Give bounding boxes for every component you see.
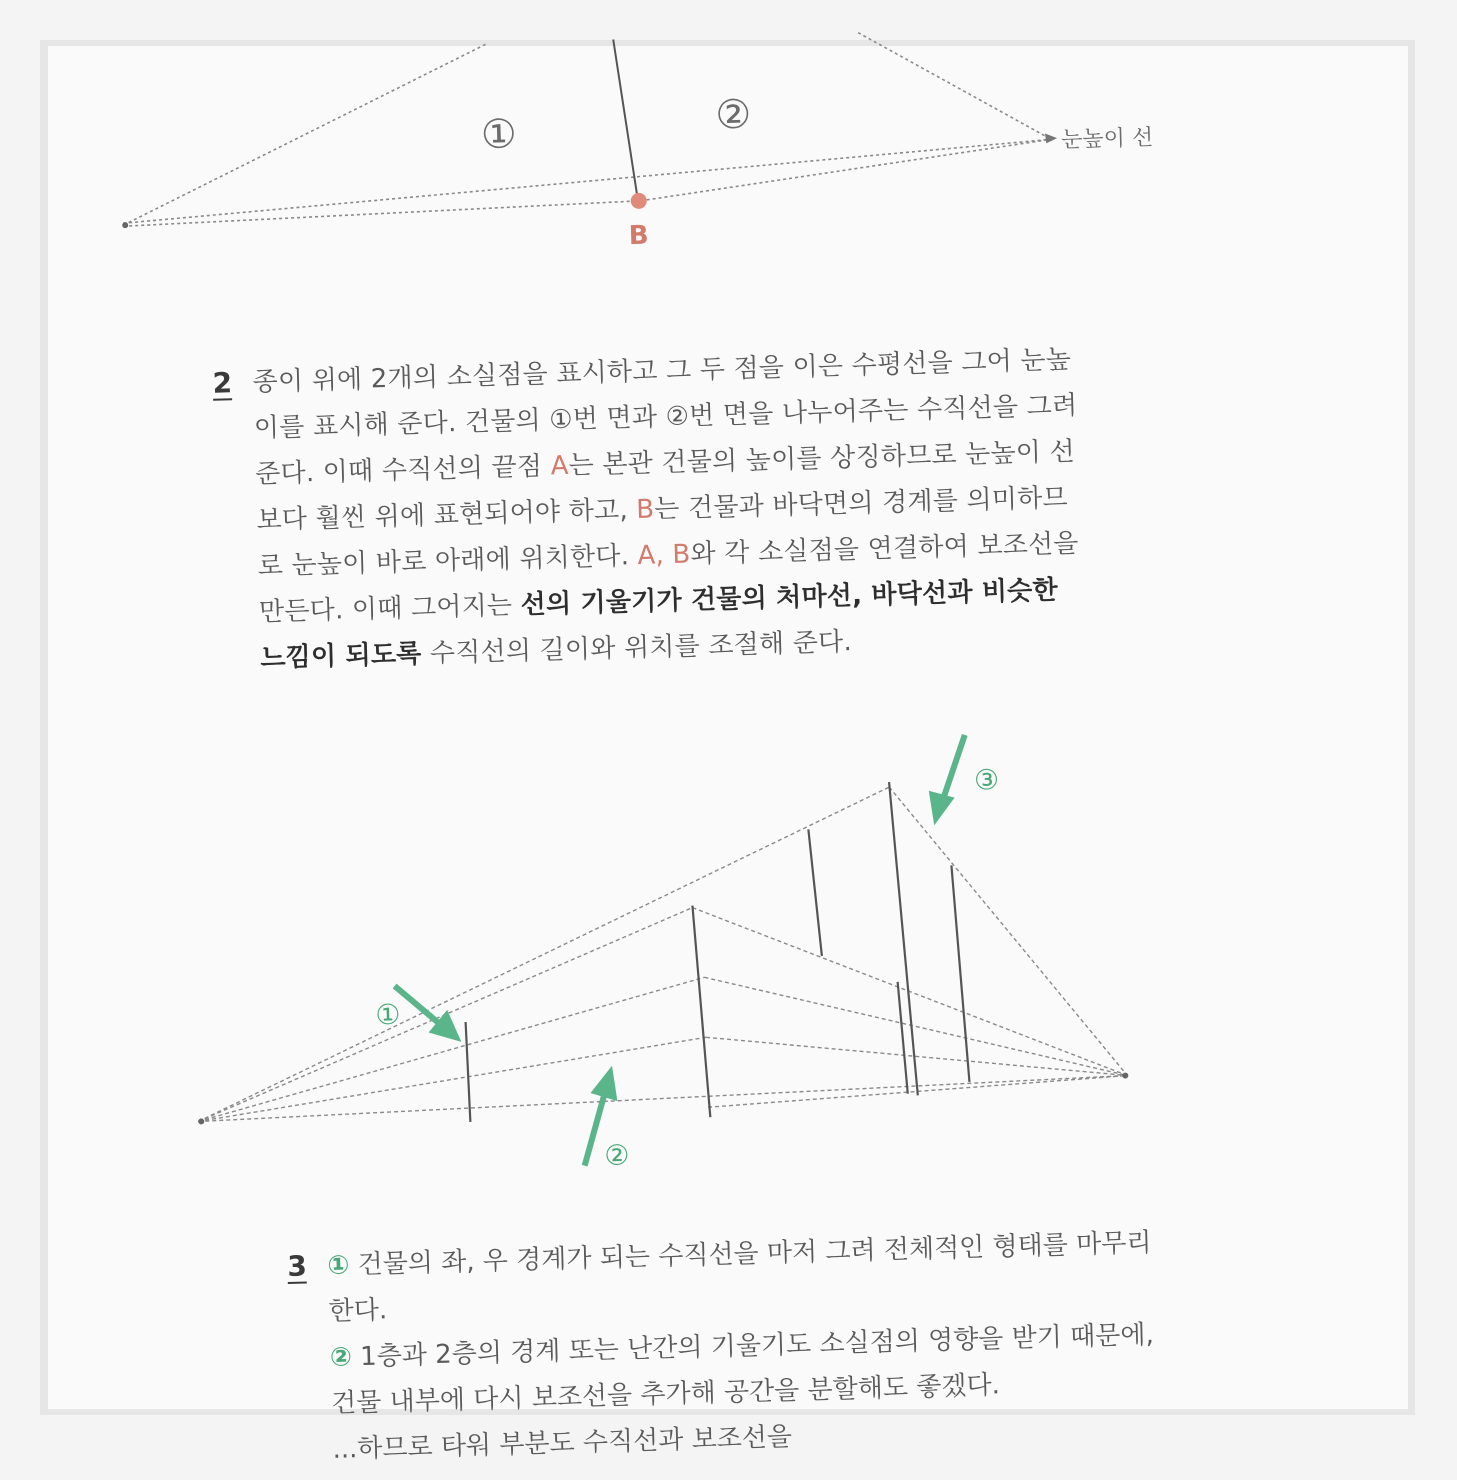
page-content: [29, 28, 1427, 1465]
left-base-guide: [123, 201, 641, 226]
marker-1: ①: [374, 997, 401, 1032]
left-edge-vertical: [466, 1022, 471, 1122]
right-roof-guide: [858, 27, 1051, 144]
arrow-1: [395, 985, 441, 1026]
book-page: [48, 46, 1408, 1465]
tower-vertical-a: [808, 829, 822, 956]
photo-frame: [40, 40, 1415, 1465]
left-roof-guide: [118, 43, 493, 225]
step-3-cutoff-line: ...하므로 타워 부분도 수직선과 보조선을: [332, 1422, 793, 1465]
eye-level-label: 눈높이 선: [1060, 125, 1154, 154]
marker-2: ②: [603, 1138, 630, 1173]
arrow-head: [1045, 133, 1057, 143]
arrow-3: [941, 735, 967, 801]
center-vertical: [692, 905, 710, 1117]
point-b-label: B: [628, 220, 649, 252]
tower-vertical-c: [951, 865, 969, 1082]
sketch-top-guide: [189, 787, 898, 1121]
step-3-item-1: ① 건물의 좌, 우 경계가 되는 수직선을 마저 그려 전체적인 형태를 마무리한다.: [326, 1227, 1152, 1327]
step-2-text: 종이 위에 2개의 소실점을 표시하고 그 두 점을 이은 수평선을 그어 눈높이를 표시해 준다. 건물의 ①번 면과 ②번 면을 나누어주는 수직선을 그려준다. 이때 수직선의 끝점 A는 본관 건물의 높이를 상징하므로 눈높이 선보다 훨씬 위에 표현되어야 하고, B는 건물과 바닥면의 경계를 의미하므로 눈높이 바로 아래에 위치한다. A, B와 각 소실점을 연결하여 보조선을 만든다. 이때 그어지는 선의 기울기가 건물의 처마선, 바닥선과 비슷한 느낌이 되도록 수직선의 길이와 위치를 조절해 준다.: [252, 344, 1080, 674]
right-base-guide: [639, 139, 1052, 200]
top-perspective-diagram: [29, 28, 1395, 316]
step-3: [286, 1220, 1162, 1465]
step-3-item-2: ② 1층과 2층의 경계 또는 난간의 기울기도 소실점의 영향을 받기 때문에, 건물 내부에 다시 보조선을 추가해 공간을 분할해도 좋겠다.: [329, 1319, 1155, 1419]
center-vertical-line: [613, 39, 637, 199]
building-sketch: [47, 668, 1420, 1186]
face-1-label: ①: [480, 111, 518, 159]
marker-3: ③: [973, 763, 1000, 797]
eye-level-line: [122, 139, 1053, 223]
point-b-marker: [631, 193, 647, 209]
right-edge-vertical: [898, 982, 908, 1094]
step-2: [212, 337, 1091, 682]
step-2-number: 2: [212, 366, 233, 400]
step-3-number: 3: [286, 1249, 308, 1284]
face-2-label: ②: [714, 91, 752, 139]
